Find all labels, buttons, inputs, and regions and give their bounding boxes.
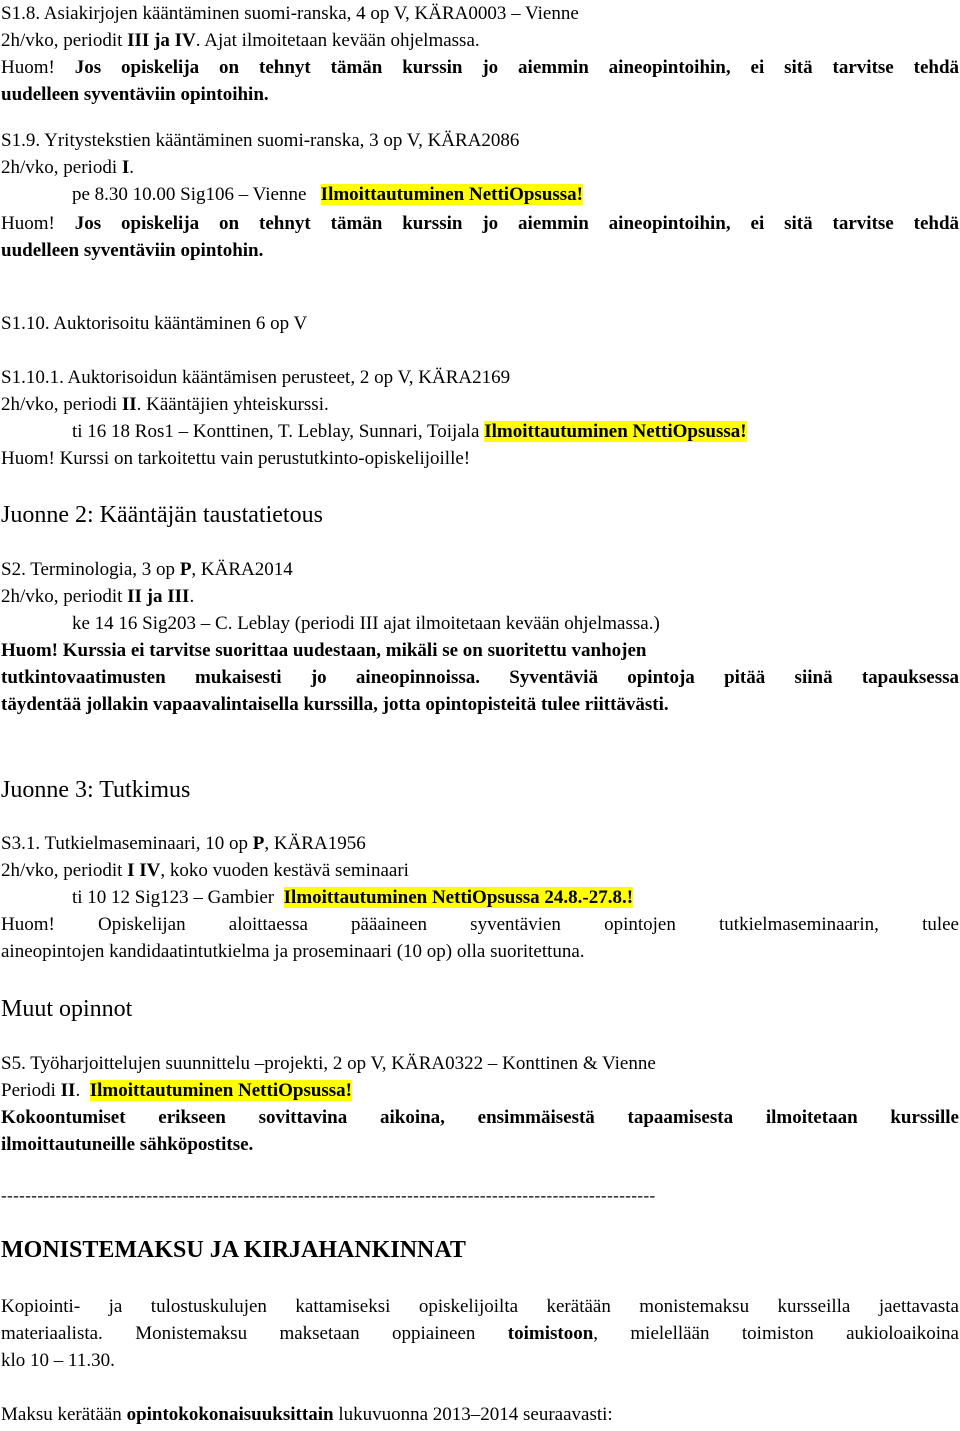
course-s3-1-schedule [1,860,409,882]
course-s1-10-1-note: Huom! Kurssi on tarkoitettu vain perustutkinto-opiskelijoille! [1,448,471,469]
course-s1-8-note-line2: uudelleen syventäviin opintoihin. [1,84,269,105]
registration-highlight: Ilmoittautuminen NettiOpsussa! [89,1080,353,1101]
course-s3-1-note-line1: Huom! Opiskelijan aloittaessa pääaineen syventävien opintojen tutkielmaseminaarin, tulee [1,914,959,935]
text-prefix: Maksu kerätään [1,1404,127,1425]
course-s1-9-note-line1 [1,213,959,235]
course-s2-note-line1: Huom! Kurssia ei tarvitse suorittaa uudestaan, mikäli se on suoritettu vanhojen [1,640,647,661]
periods: II ja III [127,586,190,607]
course-s1-8-title: S1.8. Asiakirjojen kääntäminen suomi-ranska, 4 op V, KÄRA0003 – Vienne [1,3,579,24]
schedule-prefix: 2h/vko, periodi [1,157,122,178]
course-s3-1-title [1,833,366,855]
time-text: ti 10 12 Sig123 – Gambier [72,887,275,908]
schedule-prefix: 2h/vko, periodit [1,30,128,51]
periods: II [121,394,137,415]
course-s1-10-title: S1.10. Auktorisoitu kääntäminen 6 op V [1,313,308,334]
course-s1-9-time [72,184,583,206]
time-text: pe 8.30 10.00 Sig106 – Vienne [72,184,307,205]
course-s2-note-line2: tutkintovaatimusten mukaisesti jo aineopinnoissa. Syventäviä opintoja pitää siinä tapauksessa [1,667,959,688]
course-code: , KÄRA1956 [264,833,366,854]
course-s1-9-note-line2: uudelleen syventäviin opintohin. [1,240,264,261]
note-text: Jos opiskelija on tehnyt tämän kurssin jo aiemmin aineopintoihin, ei sitä tarvitse tehdä [74,57,960,78]
course-s2-schedule [1,586,194,608]
type-marker: P [179,559,192,580]
schedule-prefix: 2h/vko, periodi [1,394,122,415]
course-s1-10-1-schedule [1,394,329,416]
schedule-suffix: . [189,586,195,607]
title-prefix: S3.1. Tutkielmaseminaari, 10 op [1,833,253,854]
registration-highlight: Ilmoittautuminen NettiOpsussa! [484,421,747,442]
course-s2-title [1,559,293,581]
periods: I IV [127,860,161,881]
registration-highlight: Ilmoittautuminen NettiOpsussa 24.8.-27.8.! [283,887,634,908]
periods: I [121,157,130,178]
section-heading-monistemaksu: MONISTEMAKSU JA KIRJAHANKINNAT [1,1237,466,1263]
course-s5-note-line1: Kokoontumiset erikseen sovittavina aikoina, ensimmäisestä tapaamisesta ilmoitetaan kurssille [1,1107,959,1128]
course-s5-schedule [1,1080,352,1102]
schedule-suffix: . Ajat ilmoitetaan kevään ohjelmassa. [195,30,480,51]
course-s1-8-schedule [1,30,480,52]
schedule-prefix: 2h/vko, periodit [1,586,128,607]
course-s2-time: ke 14 16 Sig203 – C. Leblay (periodi III ajat ilmoitetaan kevään ohjelmassa.) [72,613,660,634]
dashed-separator: ------------------------------------------------------------------------------------------------------------ [1,1186,656,1205]
course-s1-10-1-title: S1.10.1. Auktorisoidun kääntämisen perusteet, 2 op V, KÄRA2169 [1,367,511,388]
monistemaksu-para1-line1: Kopiointi- ja tulostuskulujen kattamiseksi opiskelijoilta kerätään monistemaksu kursseilla jaettavasta [1,1296,959,1317]
registration-highlight: Ilmoittautuminen NettiOpsussa! [320,184,583,205]
text-suffix: lukuvuonna 2013–2014 seuraavasti: [333,1404,613,1425]
schedule-suffix: , koko vuoden kestävä seminaari [160,860,409,881]
schedule-suffix: . Kääntäjien yhteiskurssi. [136,394,329,415]
course-s3-1-time [72,887,633,909]
study-unit-word: opintokokonaisuuksittain [126,1404,334,1425]
course-s5-title: S5. Työharjoittelujen suunnittelu –projekti, 2 op V, KÄRA0322 – Konttinen & Vienne [1,1053,656,1074]
title-prefix: S2. Terminologia, 3 op [1,559,180,580]
course-s2-note-line3: täydentää jollakin vapaavalintaisella kurssilla, jotta opintopisteitä tulee riittävästi. [1,694,669,715]
section-heading-juonne-2: Juonne 2: Kääntäjän taustatietous [1,502,323,528]
course-s5-note-line2: ilmoittautuneille sähköpostitse. [1,1134,254,1155]
course-s1-9-title: S1.9. Yritystekstien kääntäminen suomi-ranska, 3 op V, KÄRA2086 [1,130,520,151]
course-code: , KÄRA2014 [191,559,293,580]
section-heading-muut-opinnot: Muut opinnot [1,996,133,1022]
schedule-suffix: . [129,157,135,178]
office-word: toimistoon [507,1323,594,1344]
schedule-suffix: . [75,1080,81,1101]
monistemaksu-para1-line2 [1,1323,959,1345]
periods: III ja IV [127,30,196,51]
course-s1-10-1-time [72,421,747,443]
note-label: Huom! [1,57,75,78]
periods: II [60,1080,76,1101]
section-heading-juonne-3: Juonne 3: Tutkimus [1,777,191,803]
time-text: ti 16 18 Ros1 – Konttinen, T. Leblay, Sunnari, Toijala [72,421,480,442]
course-s1-8-note-line1 [1,57,959,79]
schedule-prefix: 2h/vko, periodit [1,860,128,881]
text-suffix: , mielellään toimiston aukioloaikoina [593,1323,959,1344]
text-prefix: materiaalista. Monistemaksu maksetaan oppiaineen [1,1323,508,1344]
type-marker: P [252,833,265,854]
note-label: Huom! [1,213,75,234]
monistemaksu-para1-line3: klo 10 – 11.30. [1,1350,115,1371]
schedule-prefix: Periodi [1,1080,61,1101]
course-s1-9-schedule [1,157,134,179]
course-s3-1-note-line2: aineopintojen kandidaatintutkielma ja proseminaari (10 op) olla suoritettuna. [1,941,585,962]
monistemaksu-para2 [1,1404,613,1426]
note-text: Jos opiskelija on tehnyt tämän kurssin jo aiemmin aineopintoihin, ei sitä tarvitse tehdä [74,213,960,234]
